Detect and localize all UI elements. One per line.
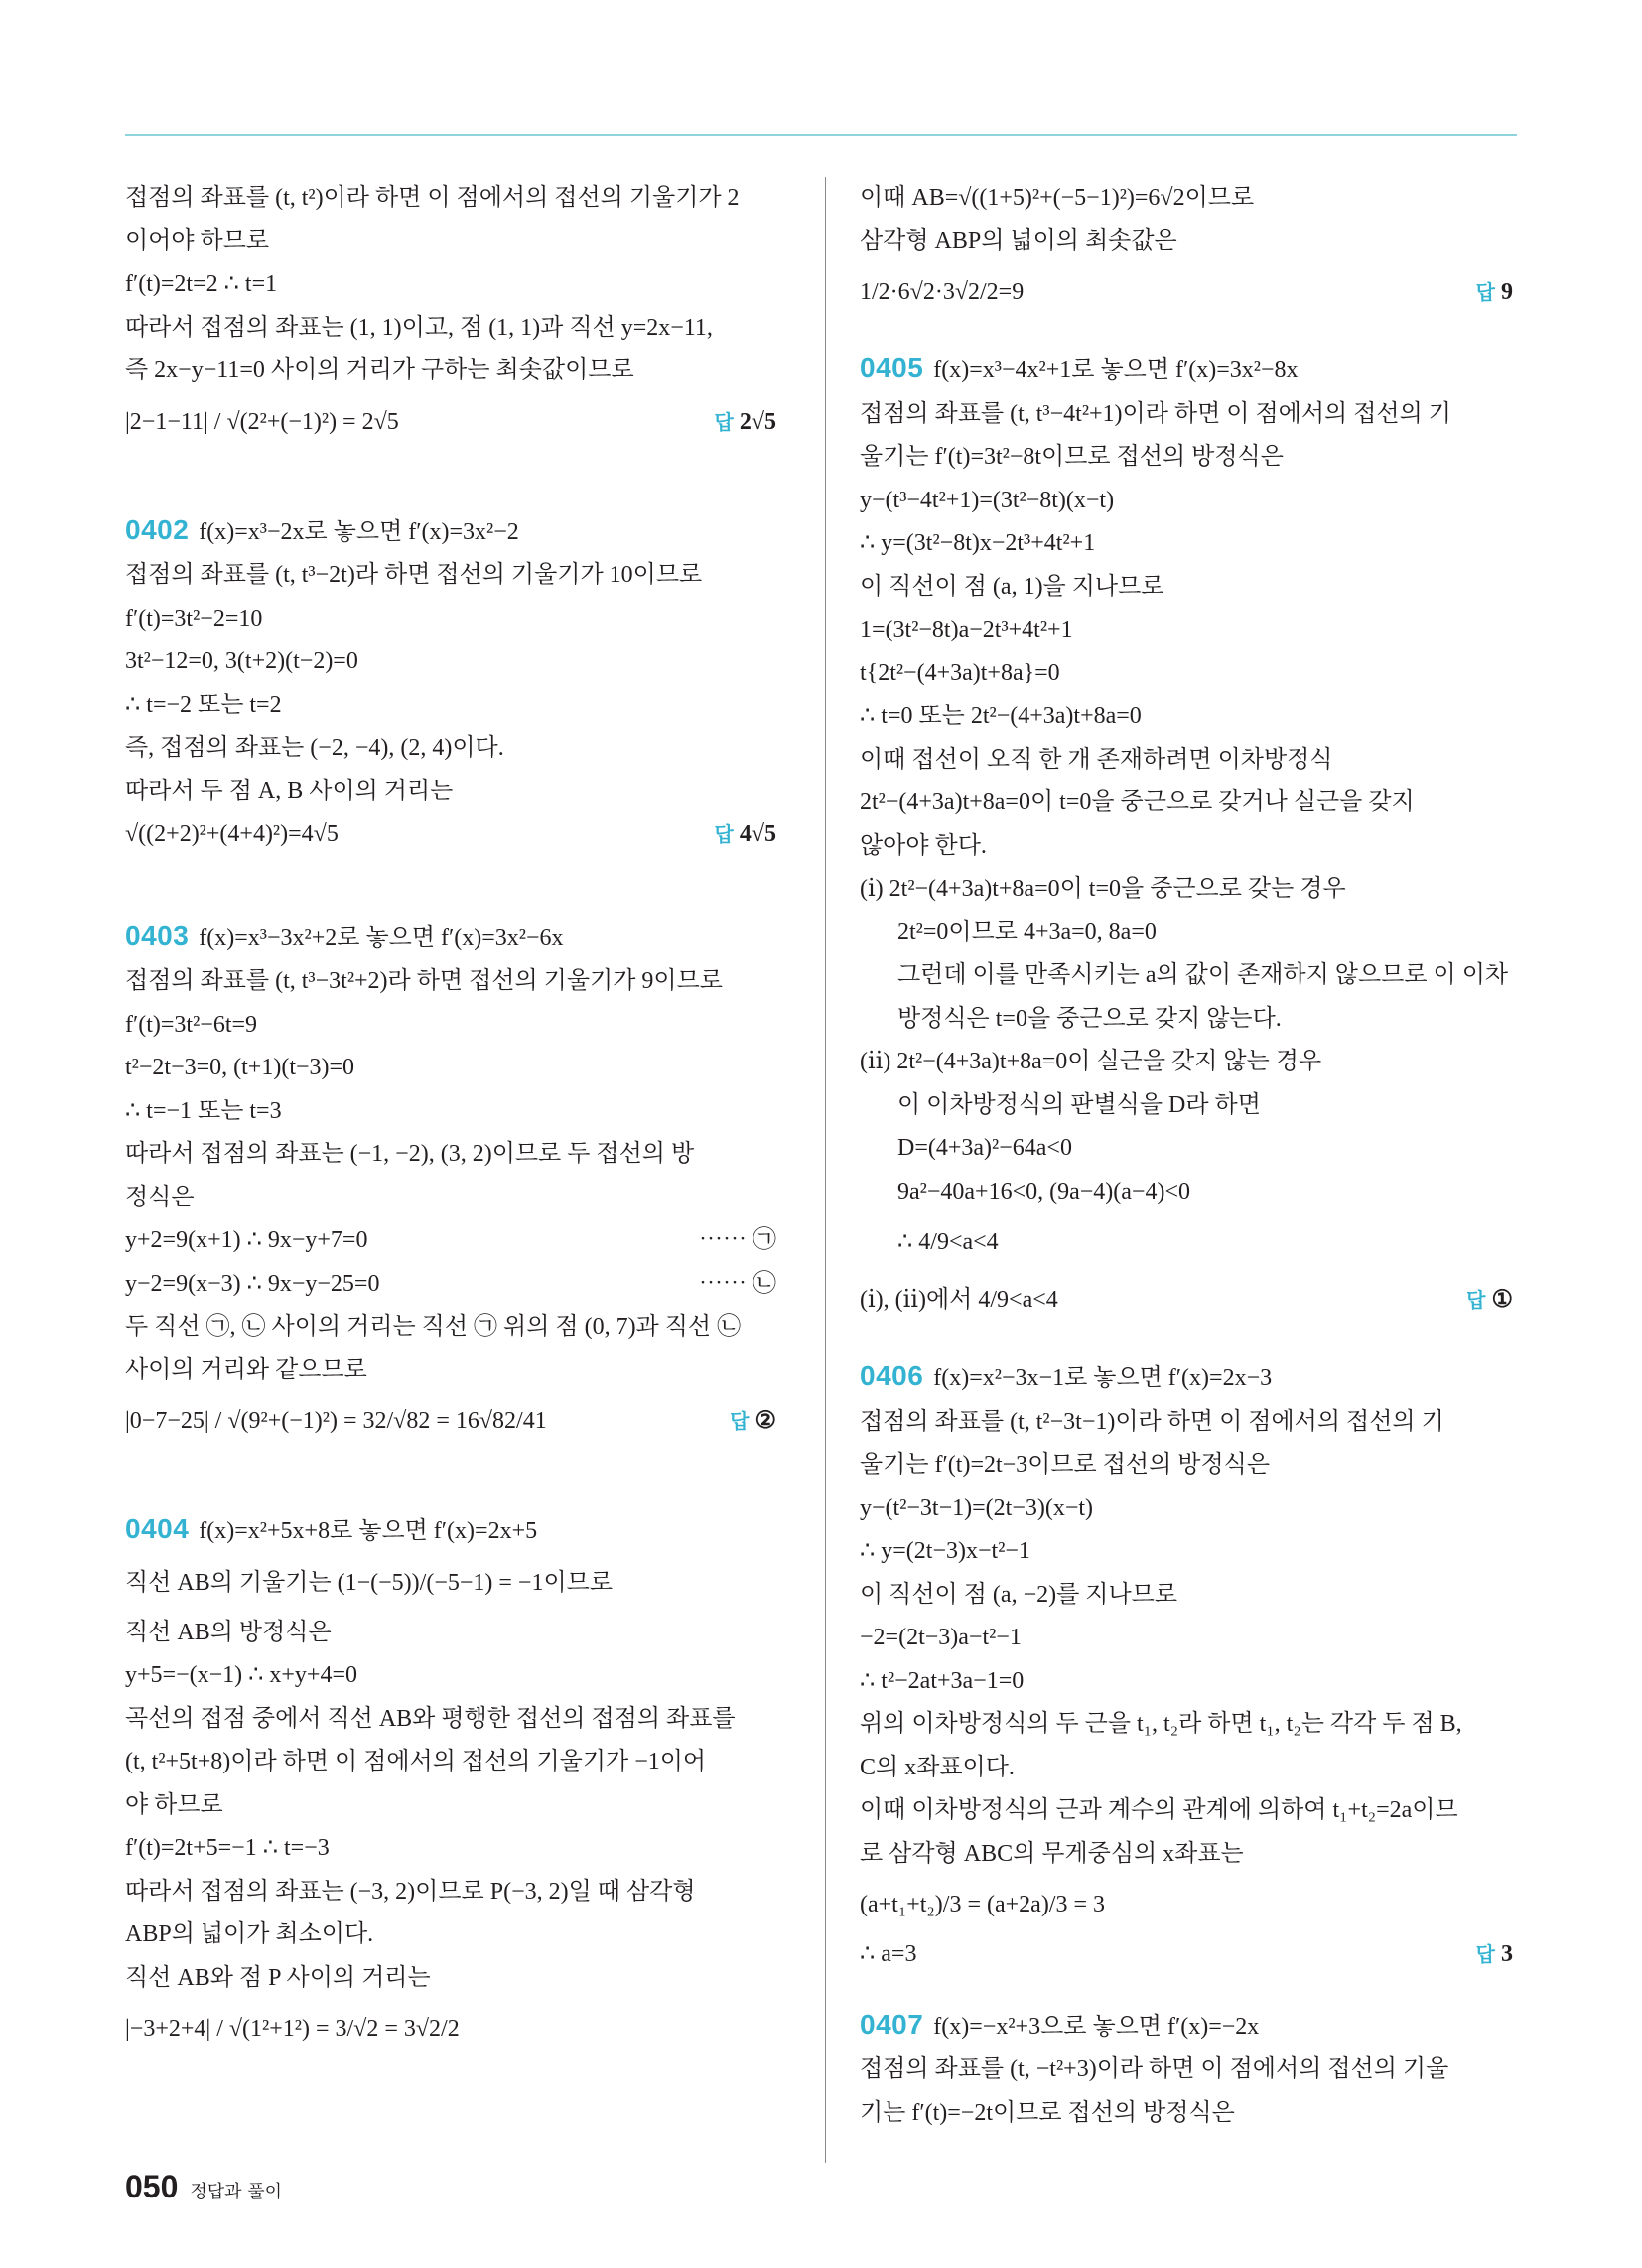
line-text: ∴ t=−1 또는 t=3 [125,1097,282,1124]
solution-line [860,695,1517,739]
line-text: 따라서 접점의 좌표는 (−1, −2), (3, 2)이므로 두 접선의 방 [125,1141,695,1167]
page-label: 정답과 풀이 [190,2182,283,2202]
solution-line [125,1177,780,1220]
solution-line [860,1617,1517,1660]
line-text: f′(t)=2t+5=−1 ∴ t=−3 [125,1835,330,1861]
line-text: 접점의 좌표를 (t, t²)이라 하면 이 점에서의 접선의 기울기가 2 [125,185,740,211]
line-text: (ⅱ) 2t²−(4+3a)t+8a=0이 실근을 갖지 않는 경우 [860,1049,1322,1074]
answer-label: 답 [714,409,734,434]
solution-line [860,1213,1517,1271]
problem-number: 0402 [125,513,190,545]
solution-line [860,1271,1517,1329]
answer-mark [715,393,777,451]
solution-line [860,1127,1517,1171]
spacer [125,857,780,915]
answer-label: 답 [1475,1942,1495,1966]
line-text: 즉 2x−y−11=0 사이의 거리가 구하는 최솟값이므로 [125,357,634,383]
answer-mark [1466,1271,1513,1329]
solution-line [860,2092,1517,2136]
solution-line [125,1914,780,1957]
line-text: 접점의 좌표를 (t, t²−3t−1)이라 하면 이 점에서의 접선의 기 [860,1408,1444,1435]
right-column [860,177,1517,2135]
solution-line [125,1219,780,1263]
solution-line [125,1871,780,1914]
line-text: 위의 이차방정식의 두 근을 t₁, t₂라 하면 t₁, t₂는 각각 두 점 B, [860,1711,1462,1737]
line-text: t{2t²−(4+3a)t+8a}=0 [860,659,1060,686]
header-rule [125,134,1517,136]
solution-line [860,1833,1517,1877]
solution-line [860,2049,1517,2092]
solution-line [125,598,780,641]
solution-line [860,1876,1517,1933]
solution-line [860,263,1517,321]
line-text: ∴ t²−2at+3a−1=0 [860,1667,1025,1694]
line-text: y−(t²−3t−1)=(2t−3)(x−t) [860,1494,1094,1521]
line-text: (a+t₁+t₂)/3 = (a+2a)/3 = 3 [860,1892,1106,1917]
line-text: y+2=9(x+1) ∴ 9x−y+7=0 [125,1227,368,1253]
line-text: y+5=−(x−1) ∴ x+y+4=0 [125,1662,357,1688]
solution-line [860,781,1517,825]
line-text: 1/2·6√2·3√2/2=9 [860,279,1025,305]
line-text: 9a²−40a+16<0, (9a−4)(a−4)<0 [897,1178,1190,1205]
solution-line [125,177,780,220]
solution-line [860,1703,1517,1747]
line-text: f(x)=−x²+3으로 놓으면 f′(x)=−2x [933,2013,1260,2040]
line-text: 이 이차방정식의 판별식을 D라 하면 [897,1091,1261,1118]
problem-heading [125,1507,780,1554]
line-text: 정식은 [125,1184,195,1210]
solution-line [125,684,780,728]
line-text: f′(t)=2t=2 ∴ t=1 [125,271,278,297]
line-text: 않아야 한다. [860,832,987,859]
spacer [860,1977,1517,2003]
line-text: |−3+2+4| / √(1²+1²) = 3/√2 = 3√2/2 [125,2016,460,2042]
line-text: 접점의 좌표를 (t, −t²+3)이라 하면 이 점에서의 접선의 기울 [860,2056,1449,2082]
line-text: 접점의 좌표를 (t, t³−3t²+2)라 하면 접선의 기울기가 9이므로 [125,968,723,994]
answer-mark [715,813,777,857]
solution-line [860,652,1517,696]
solution-line [125,727,780,771]
problem-heading [125,915,780,961]
solution-line [125,220,780,264]
line-text: 기는 f′(t)=−2t이므로 접선의 방정식은 [860,2099,1235,2126]
solution-line [125,1957,780,2001]
line-text: ∴ y=(2t−3)x−t²−1 [860,1538,1030,1564]
solution-line [125,1612,780,1655]
solution-line [125,554,780,598]
spacer [860,321,1517,347]
left-column [125,177,780,2057]
solution-line [860,1444,1517,1488]
solution-line [860,868,1517,912]
column-divider [825,177,826,2163]
line-text: 즉, 접점의 좌표는 (−2, −4), (2, 4)이다. [125,735,504,761]
answer-mark [1476,263,1513,321]
solution-line [125,960,780,1004]
problem-heading [860,2003,1517,2050]
solution-line [125,2000,780,2057]
solution-line [860,1660,1517,1704]
line-text: 직선 AB와 점 P 사이의 거리는 [125,1964,431,1991]
solution-line [125,393,780,451]
line-text: f(x)=x²+5x+8로 놓으면 f′(x)=2x+5 [199,1518,538,1544]
line-text: |2−1−11| / √(2²+(−1)²) = 2√5 [125,408,399,435]
solution-line [125,1306,780,1349]
solution-line [860,954,1517,998]
problem-number: 0405 [860,353,924,383]
solution-line [125,1090,780,1134]
line-text: 야 하므로 [125,1791,223,1818]
problem-number: 0406 [860,1360,924,1391]
line-text: ABP의 넓이가 최소이다. [125,1921,374,1947]
line-text: ∴ 4/9<a<4 [897,1229,999,1255]
answer-mark [730,1392,776,1450]
solution-line [860,609,1517,652]
solution-line [860,1530,1517,1574]
solution-line [125,1004,780,1048]
line-text: f(x)=x³−2x로 놓으면 f′(x)=3x²−2 [199,518,519,545]
solution-line [125,307,780,351]
solution-line [125,1349,780,1393]
solution-line [125,1554,780,1612]
line-text: 3t²−12=0, 3(t+2)(t−2)=0 [125,648,358,674]
solution-line [125,1654,780,1698]
solution-line [860,1171,1517,1214]
solution-line [860,177,1517,220]
problem-number: 0407 [860,2008,924,2040]
solution-line [125,640,780,684]
line-text: 이때 AB=√((1+5)²+(−5−1)²)=6√2이므로 [860,185,1255,211]
line-text: |0−7−25| / √(9²+(−1)²) = 32/√82 = 16√82/41 [125,1408,547,1434]
line-text: 2t²−(4+3a)t+8a=0이 t=0을 중근으로 갖거나 실근을 갖지 [860,789,1415,815]
spacer [125,1450,780,1507]
problem-number: 0403 [125,920,190,951]
line-text: 울기는 f′(t)=2t−3이므로 접선의 방정식은 [860,1452,1271,1478]
solution-line [860,739,1517,782]
page-footer [125,2169,282,2205]
answer-value: 3 [1501,1941,1513,1967]
solution-line [125,1741,780,1784]
line-text: 따라서 접점의 좌표는 (1, 1)이고, 점 (1, 1)과 직선 y=2x−11, [125,314,713,341]
line-text: 삼각형 ABP의 넓이의 최솟값은 [860,227,1177,254]
solution-line [125,1698,780,1742]
line-text: f(x)=x²−3x−1로 놓으면 f′(x)=2x−3 [933,1365,1273,1391]
line-text: y−2=9(x−3) ∴ 9x−y−25=0 [125,1270,380,1297]
page-number: 050 [125,2169,179,2204]
line-text: (ⅰ) 2t²−(4+3a)t+8a=0이 t=0을 중근으로 갖는 경우 [860,876,1346,902]
equation-tag: ⋯⋯ ㉡ [699,1270,776,1297]
answer-label: 답 [714,822,734,846]
solution-line [125,813,780,857]
problem-number: 0404 [125,1513,190,1544]
solution-line [125,771,780,814]
line-text: 그런데 이를 만족시키는 a의 값이 존재하지 않으므로 이 이차 [897,962,1509,988]
line-text: 이 직선이 점 (a, −2)를 지나므로 [860,1581,1178,1608]
line-text: 직선 AB의 기울기는 (1−(−5))/(−5−1) = −1이므로 [125,1569,614,1596]
line-text: 곡선의 접점 중에서 직선 AB와 평행한 접선의 접점의 좌표를 [125,1705,736,1732]
answer-label: 답 [730,1409,750,1433]
solution-line [860,566,1517,610]
solution-line [125,350,780,393]
answer-value: ① [1491,1287,1513,1313]
line-text: (ⅰ), (ⅱ)에서 4/9<a<4 [860,1287,1058,1313]
solution-line [125,1047,780,1090]
problem-heading [125,508,780,555]
line-text: 방정식은 t=0을 중근으로 갖지 않는다. [897,1005,1282,1032]
solution-line [125,1784,780,1828]
line-text: 접점의 좌표를 (t, t³−4t²+1)이라 하면 이 점에서의 접선의 기 [860,400,1451,427]
line-text: D=(4+3a)²−64a<0 [897,1135,1072,1161]
line-text: ∴ t=0 또는 2t²−(4+3a)t+8a=0 [860,703,1142,729]
answer-value: 2√5 [739,408,776,435]
solution-line [860,1401,1517,1445]
solution-line [860,1084,1517,1128]
line-text: f′(t)=3t²−6t=9 [125,1011,258,1038]
line-text: 따라서 접점의 좌표는 (−3, 2)이므로 P(−3, 2)일 때 삼각형 [125,1878,696,1905]
solution-line [860,825,1517,869]
line-text: 이때 이차방정식의 근과 계수의 관계에 의하여 t₁+t₂=2a이므 [860,1797,1458,1823]
line-text: 따라서 두 점 A, B 사이의 거리는 [125,778,454,804]
solution-line [860,998,1517,1042]
line-text: ∴ t=−2 또는 t=2 [125,691,282,718]
line-text: f′(t)=3t²−2=10 [125,605,263,632]
solution-line [860,522,1517,566]
solution-line [860,480,1517,523]
solution-line [125,1827,780,1871]
solution-line [860,1747,1517,1790]
answer-mark [1476,1933,1513,1977]
solution-line [860,436,1517,480]
line-text: 이때 접선이 오직 한 개 존재하려면 이차방정식 [860,746,1333,773]
line-text: f(x)=x³−3x²+2로 놓으면 f′(x)=3x²−6x [199,924,564,951]
solution-line [125,1263,780,1307]
answer-label: 답 [1475,280,1495,304]
line-text: 사이의 거리와 같으므로 [125,1356,367,1383]
equation-tag: ⋯⋯ ㉠ [699,1227,776,1253]
solution-line [860,1789,1517,1833]
solution-line [125,1392,780,1450]
solution-line [125,1133,780,1177]
line-text: 두 직선 ㉠, ㉡ 사이의 거리는 직선 ㉠ 위의 점 (0, 7)과 직선 ㉡ [125,1314,742,1340]
line-text: 직선 AB의 방정식은 [125,1619,332,1645]
answer-value: ② [754,1408,776,1434]
line-text: 이 직선이 점 (a, 1)을 지나므로 [860,573,1164,600]
solution-line [860,912,1517,955]
line-text: 이어야 하므로 [125,227,270,254]
line-text: 1=(3t²−8t)a−2t³+4t²+1 [860,617,1073,642]
spacer [125,451,780,508]
line-text: C의 x좌표이다. [860,1754,1015,1780]
answer-value: 9 [1501,279,1513,305]
answer-value: 4√5 [739,821,776,847]
solution-line [860,1574,1517,1618]
spacer [860,1329,1517,1354]
solution-line [860,1041,1517,1084]
solution-line [860,393,1517,437]
line-text: ∴ y=(3t²−8t)x−2t³+4t²+1 [860,530,1096,556]
problem-heading [860,1354,1517,1401]
solution-line [860,220,1517,264]
line-text: −2=(2t−3)a−t²−1 [860,1625,1022,1650]
line-text: (t, t²+5t+8)이라 하면 이 점에서의 접선의 기울기가 −1이어 [125,1749,707,1774]
answer-label: 답 [1466,1288,1486,1312]
line-text: y−(t³−4t²+1)=(3t²−8t)(x−t) [860,487,1115,513]
line-text: t²−2t−3=0, (t+1)(t−3)=0 [125,1055,355,1080]
line-text: 울기는 f′(t)=3t²−8t이므로 접선의 방정식은 [860,444,1284,470]
line-text: 접점의 좌표를 (t, t³−2t)라 하면 접선의 기울기가 10이므로 [125,562,703,588]
line-text: f(x)=x³−4x²+1로 놓으면 f′(x)=3x²−8x [933,357,1299,383]
solution-line [860,1933,1517,1977]
line-text: ∴ a=3 [860,1941,917,1967]
line-text: 2t²=0이므로 4+3a=0, 8a=0 [897,919,1157,945]
line-text: 로 삼각형 ABC의 무게중심의 x좌표는 [860,1840,1244,1867]
solution-line [860,1488,1517,1531]
line-text: √((2+2)²+(4+4)²)=4√5 [125,821,339,847]
problem-heading [860,347,1517,393]
solution-line [125,263,780,307]
